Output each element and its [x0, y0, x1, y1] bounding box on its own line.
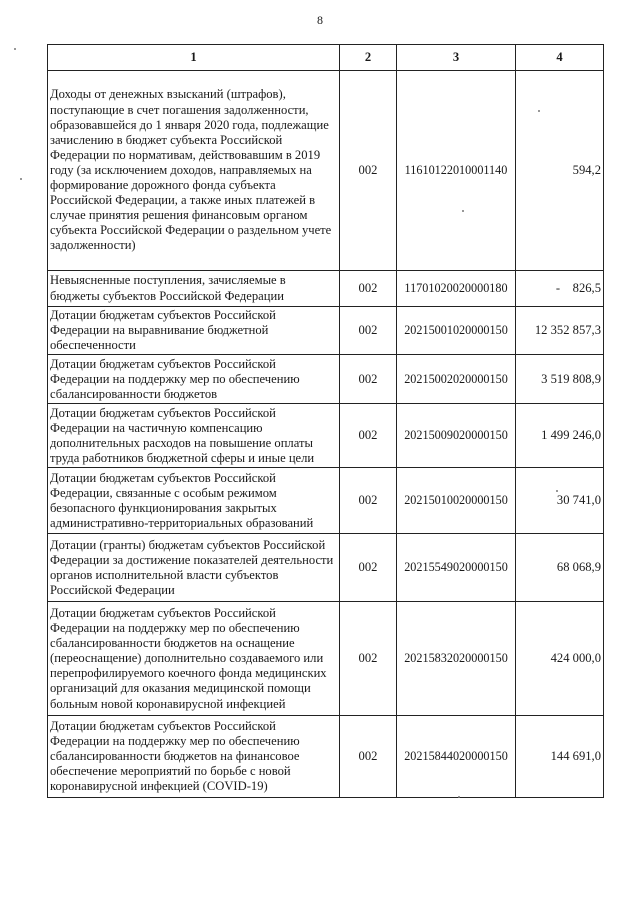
header-col-4: 4	[516, 45, 604, 71]
row-amount: 144 691,0	[516, 716, 604, 798]
row-budget-classification-code: 20215832020000150	[397, 602, 516, 716]
row-amount: - 826,5	[516, 271, 604, 307]
budget-revenue-table	[47, 44, 604, 798]
row-description: Дотации бюджетам субъектов Российской Федерации на частичную компенсацию дополнительных расходов на повышение оплаты труда работников бюджетной сферы и иные цели	[48, 404, 340, 468]
table-header-row	[48, 45, 604, 71]
row-description: Дотации (гранты) бюджетам субъектов Российской Федерации за достижение показателей деятельности органов исполнительной власти субъектов Российской Федерации	[48, 534, 340, 602]
row-budget-classification-code: 20215009020000150	[397, 404, 516, 468]
scan-speck	[458, 796, 460, 798]
row-amount: 424 000,0	[516, 602, 604, 716]
row-description: Дотации бюджетам субъектов Российской Федерации на поддержку мер по обеспечению сбалансированности бюджетов	[48, 355, 340, 404]
scan-speck	[14, 48, 16, 50]
row-amount: 594,2	[516, 71, 604, 271]
table-row	[48, 355, 604, 404]
table-row	[48, 468, 604, 534]
table-row	[48, 71, 604, 271]
scan-speck	[462, 210, 464, 212]
header-col-3: 3	[397, 45, 516, 71]
row-budget-classification-code: 11610122010001140	[397, 71, 516, 271]
row-budget-classification-code: 11701020020000180	[397, 271, 516, 307]
row-admin-code: 002	[340, 468, 397, 534]
row-amount: 1 499 246,0	[516, 404, 604, 468]
table-row	[48, 307, 604, 355]
scan-speck	[538, 110, 540, 112]
row-amount: 30 741,0	[516, 468, 604, 534]
header-col-2: 2	[340, 45, 397, 71]
row-budget-classification-code: 20215549020000150	[397, 534, 516, 602]
table-row	[48, 534, 604, 602]
scan-speck	[556, 490, 558, 492]
row-admin-code: 002	[340, 404, 397, 468]
row-description: Дотации бюджетам субъектов Российской Федерации, связанные с особым режимом безопасного функционирования закрытых административно-территориальных образований	[48, 468, 340, 534]
row-admin-code: 002	[340, 534, 397, 602]
row-budget-classification-code: 20215001020000150	[397, 307, 516, 355]
scan-speck	[20, 178, 22, 180]
row-admin-code: 002	[340, 307, 397, 355]
row-budget-classification-code: 20215844020000150	[397, 716, 516, 798]
row-admin-code: 002	[340, 271, 397, 307]
header-col-1: 1	[48, 45, 340, 71]
row-description: Доходы от денежных взысканий (штрафов), поступающие в счет погашения задолженности, образовавшейся до 1 января 2020 года, подлежащие зачислению в бюджет субъекта Российской Федерации по нормативам, действовавшим в 2019 году (за исключением доходов, направляемых на формирование дорожного фонда субъекта Российской Федерации, а также иных платежей в случае принятия решения финансовым органом субъекта Российской Федерации о раздельном учете задолженности)	[48, 71, 340, 271]
table-row	[48, 716, 604, 798]
row-admin-code: 002	[340, 602, 397, 716]
row-admin-code: 002	[340, 716, 397, 798]
row-amount: 3 519 808,9	[516, 355, 604, 404]
row-description: Невыясненные поступления, зачисляемые в бюджеты субъектов Российской Федерации	[48, 271, 340, 307]
row-admin-code: 002	[340, 71, 397, 271]
row-budget-classification-code: 20215010020000150	[397, 468, 516, 534]
row-description: Дотации бюджетам субъектов Российской Федерации на выравнивание бюджетной обеспеченности	[48, 307, 340, 355]
row-amount: 68 068,9	[516, 534, 604, 602]
row-amount: 12 352 857,3	[516, 307, 604, 355]
page-number: 8	[317, 13, 323, 27]
table-row	[48, 602, 604, 716]
table-row	[48, 271, 604, 307]
row-budget-classification-code: 20215002020000150	[397, 355, 516, 404]
row-description: Дотации бюджетам субъектов Российской Федерации на поддержку мер по обеспечению сбалансированности бюджетов на финансовое обеспечение мероприятий по борьбе с новой коронавирусной инфекцией (COVID-19)	[48, 716, 340, 798]
row-admin-code: 002	[340, 355, 397, 404]
row-description: Дотации бюджетам субъектов Российской Федерации на поддержку мер по обеспечению сбалансированности бюджетов на оснащение (переоснащение) дополнительно создаваемого или перепрофилируемого коечного фонда медицинских организаций для оказания медицинской помощи больным новой коронавирусной инфекцией	[48, 602, 340, 716]
table-row	[48, 404, 604, 468]
